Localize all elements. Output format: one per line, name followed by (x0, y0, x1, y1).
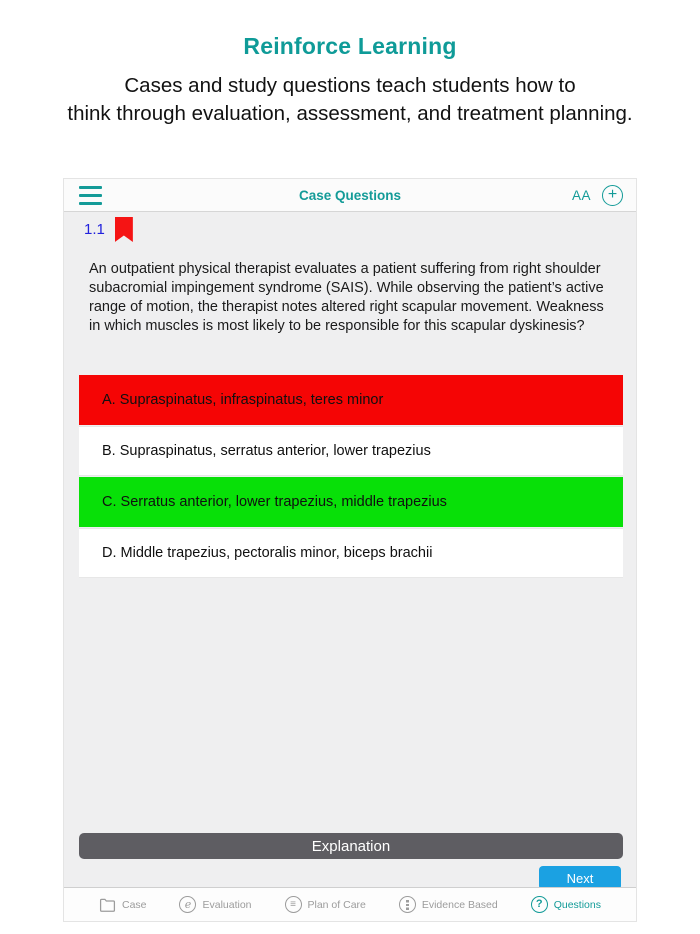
page-subtitle (0, 72, 700, 127)
answer-option-d[interactable]: D. Middle trapezius, pectoralis minor, biceps brachii (79, 528, 623, 578)
evaluation-e-icon: e (179, 896, 196, 913)
list-icon: ≡ (285, 896, 302, 913)
navbar-title: Case Questions (298, 188, 402, 203)
question-mark-icon: ? (531, 896, 548, 913)
tab-label: Case (122, 898, 147, 911)
info-icon (399, 896, 416, 913)
subtitle-line-1: Cases and study questions teach students how to (124, 74, 576, 97)
question-text: An outpatient physical therapist evaluates a patient suffering from right shoulder subacromial impingement syndrome (SAIS). While observing the patient’s active range of motion, the therapist notes altered right scapular movement. Weakness in which muscles is most likely to be responsible for this scapular dyskinesis? (89, 261, 604, 334)
tab-questions[interactable] (531, 896, 601, 913)
bottom-tab-bar (64, 887, 636, 921)
app-navbar (64, 179, 636, 212)
navbar-actions (572, 179, 623, 212)
app-screenshot-frame (63, 178, 637, 922)
tab-plan-of-care[interactable] (285, 896, 366, 913)
tab-label: Plan of Care (307, 898, 366, 911)
text-size-button[interactable]: AA (571, 188, 591, 203)
add-icon[interactable]: + (602, 185, 623, 206)
tab-label: Questions (553, 898, 601, 911)
bookmark-icon[interactable] (115, 217, 133, 242)
question-header (84, 217, 133, 242)
tab-evidence-based[interactable] (399, 896, 498, 913)
tab-case[interactable] (99, 897, 147, 912)
subtitle-line-2: think through evaluation, assessment, and treatment planning. (67, 101, 633, 125)
answer-option-b[interactable]: B. Supraspinatus, serratus anterior, lower trapezius (79, 426, 623, 476)
tab-label: Evidence Based (421, 898, 498, 911)
folder-icon (99, 897, 116, 912)
tab-evaluation[interactable] (179, 896, 251, 913)
tab-label: Evaluation (202, 898, 252, 911)
answer-options (79, 375, 623, 579)
page-title: Reinforce Learning (243, 33, 457, 59)
answer-option-c[interactable]: C. Serratus anterior, lower trapezius, middle trapezius (79, 477, 623, 527)
explanation-button[interactable]: Explanation (79, 833, 623, 859)
next-button[interactable]: Next (539, 866, 621, 890)
question-number: 1.1 (84, 221, 105, 238)
answer-option-a[interactable]: A. Supraspinatus, infraspinatus, teres minor (79, 375, 623, 425)
